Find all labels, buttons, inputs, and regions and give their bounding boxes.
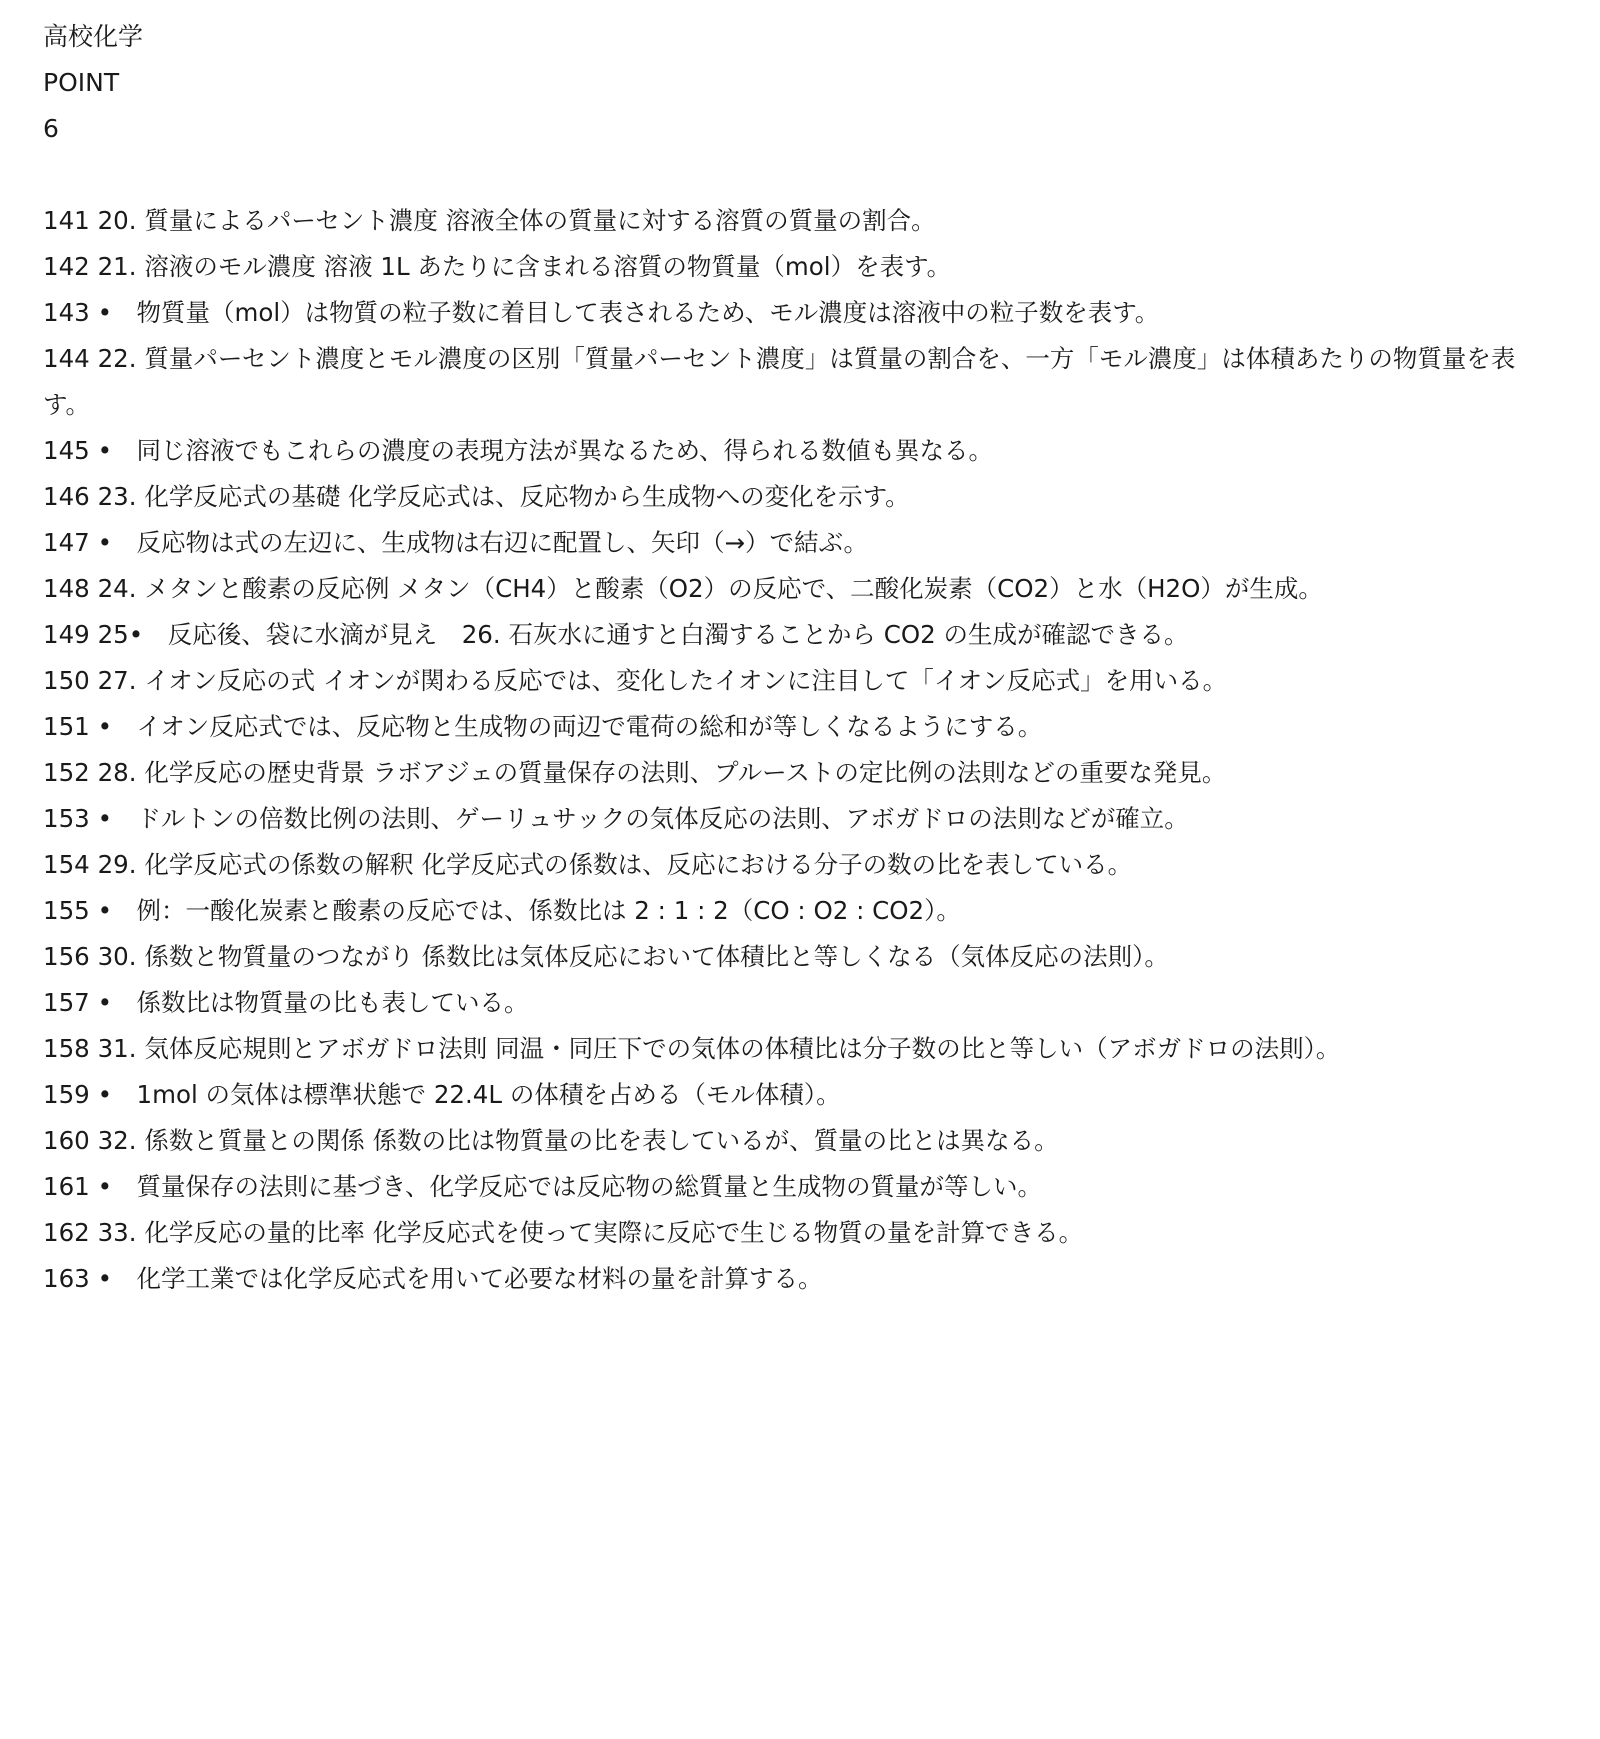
line-text: 22. 質量パーセント濃度とモル濃度の区別「質量パーセント濃度」は質量の割合を、一方「モル濃度」は体積あたりの物質量を表す。 (43, 344, 1516, 419)
line-number: 154 (43, 850, 90, 879)
line-text: • 例：一酸化炭素と酸素の反応では、係数比は 2 : 1 : 2（CO : O2 : CO2）。 (97, 896, 961, 925)
line-text: • 質量保存の法則に基づき、化学反応では反応物の総質量と生成物の質量が等しい。 (97, 1172, 1043, 1201)
line-text: • ドルトンの倍数比例の法則、ゲーリュサックの気体反応の法則、アボガドロの法則などが確立。 (97, 804, 1189, 833)
line-number: 150 (43, 666, 90, 695)
line-number: 159 (43, 1080, 90, 1109)
line-text: • 物質量（mol）は物質の粒子数に着目して表されるため、モル濃度は溶液中の粒子数を表す。 (97, 298, 1160, 327)
line-number: 145 (43, 436, 90, 465)
line-text: 27. イオン反応の式 イオンが関わる反応では、変化したイオンに注目して「イオン反応式」を用いる。 (97, 666, 1228, 695)
line-text: 32. 係数と質量との関係 係数の比は物質量の比を表しているが、質量の比とは異なる。 (97, 1126, 1059, 1155)
line-number: 161 (43, 1172, 90, 1201)
line-text: 25• 反応後、袋に水滴が見え 26. 石灰水に通すと白濁することから CO2 の生成が確認できる。 (97, 620, 1189, 649)
line-160 (43, 1118, 1563, 1164)
line-153 (43, 796, 1563, 842)
line-number: 152 (43, 758, 90, 787)
line-number: 141 (43, 206, 90, 235)
page-number: 6 (43, 114, 59, 143)
line-154 (43, 842, 1563, 888)
line-number: 153 (43, 804, 90, 833)
line-text: 30. 係数と物質量のつながり 係数比は気体反応において体積比と等しくなる（気体反応の法則）。 (97, 942, 1169, 971)
subject-title: 高校化学 (43, 22, 144, 51)
line-number: 149 (43, 620, 90, 649)
line-number: 160 (43, 1126, 90, 1155)
line-148 (43, 566, 1563, 612)
line-145 (43, 428, 1563, 474)
line-161 (43, 1164, 1563, 1210)
line-156 (43, 934, 1563, 980)
line-number: 155 (43, 896, 90, 925)
line-text: 21. 溶液のモル濃度 溶液 1L あたりに含まれる溶質の物質量（mol）を表す。 (97, 252, 952, 281)
line-number: 156 (43, 942, 90, 971)
line-151 (43, 704, 1563, 750)
line-number: 143 (43, 298, 90, 327)
document-page (43, 14, 1563, 1302)
line-157 (43, 980, 1563, 1026)
line-text: • 係数比は物質量の比も表している。 (97, 988, 529, 1017)
line-text: • 化学工業では化学反応式を用いて必要な材料の量を計算する。 (97, 1264, 823, 1293)
line-text: 28. 化学反応の歴史背景 ラボアジェの質量保存の法則、プルーストの定比例の法則などの重要な発見。 (97, 758, 1227, 787)
line-149 (43, 612, 1563, 658)
section-spacer (43, 152, 1563, 198)
line-text: • 同じ溶液でもこれらの濃度の表現方法が異なるため、得られる数値も異なる。 (97, 436, 994, 465)
line-147 (43, 520, 1563, 566)
line-146 (43, 474, 1563, 520)
line-number: 158 (43, 1034, 90, 1063)
line-number: 142 (43, 252, 90, 281)
line-text: 33. 化学反応の量的比率 化学反応式を使って実際に反応で生じる物質の量を計算できる。 (97, 1218, 1084, 1247)
line-150 (43, 658, 1563, 704)
line-text: 20. 質量によるパーセント濃度 溶液全体の質量に対する溶質の質量の割合。 (97, 206, 936, 235)
line-158 (43, 1026, 1563, 1072)
line-number: 162 (43, 1218, 90, 1247)
line-144 (43, 336, 1523, 428)
line-152 (43, 750, 1563, 796)
line-143 (43, 290, 1563, 336)
line-number: 148 (43, 574, 90, 603)
line-text: 23. 化学反応式の基礎 化学反応式は、反応物から生成物への変化を示す。 (97, 482, 910, 511)
line-text: 31. 気体反応規則とアボガドロ法則 同温・同圧下での気体の体積比は分子数の比と等しい（アボガドロの法則）。 (97, 1034, 1341, 1063)
line-text: • 反応物は式の左辺に、生成物は右辺に配置し、矢印（→）で結ぶ。 (97, 528, 869, 557)
line-text: 24. メタンと酸素の反応例 メタン（CH4）と酸素（O2）の反応で、二酸化炭素（CO2）と水（H2O）が生成。 (97, 574, 1323, 603)
line-number: 151 (43, 712, 90, 741)
line-number: 146 (43, 482, 90, 511)
line-155 (43, 888, 1563, 934)
line-163 (43, 1256, 1563, 1302)
line-number: 157 (43, 988, 90, 1017)
line-text: • イオン反応式では、反応物と生成物の両辺で電荷の総和が等しくなるようにする。 (97, 712, 1043, 741)
numbered-lines (43, 198, 1563, 1302)
line-number: 147 (43, 528, 90, 557)
line-162 (43, 1210, 1563, 1256)
line-142 (43, 244, 1563, 290)
line-text: 29. 化学反応式の係数の解釈 化学反応式の係数は、反応における分子の数の比を表している。 (97, 850, 1133, 879)
point-label: POINT (43, 68, 120, 97)
line-number: 163 (43, 1264, 90, 1293)
line-number: 144 (43, 344, 90, 373)
line-text: • 1mol の気体は標準状態で 22.4L の体積を占める（モル体積）。 (97, 1080, 841, 1109)
line-141 (43, 198, 1563, 244)
line-159 (43, 1072, 1563, 1118)
